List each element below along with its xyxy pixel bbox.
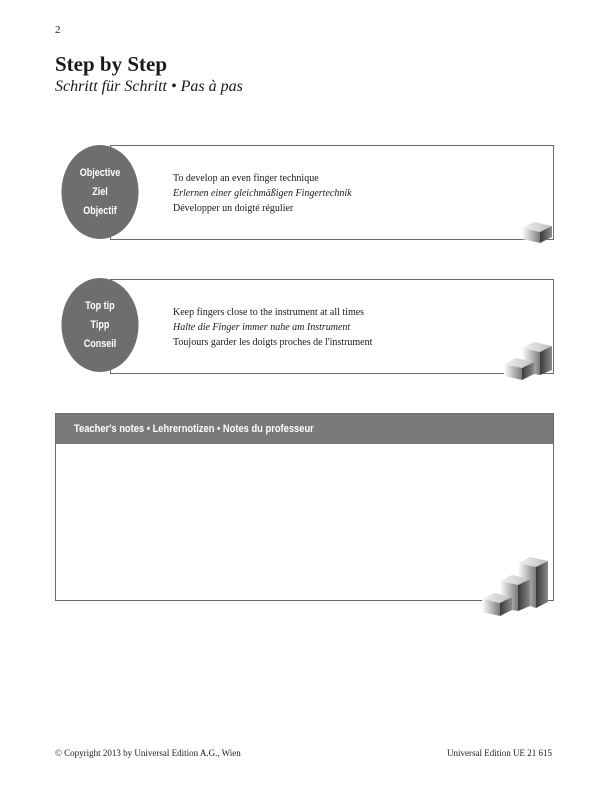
- top-tip-text-fr: Toujours garder les doigts proches de l'instrument: [173, 337, 373, 348]
- objective-box: [110, 145, 554, 240]
- top-tip-text: [173, 305, 372, 350]
- top-tip-box: [110, 279, 554, 374]
- stairs-two-steps-icon: [502, 340, 554, 382]
- page-title: Step by Step: [55, 52, 168, 76]
- top-tip-label-en: Top tip: [85, 299, 115, 312]
- objective-badge: [61, 145, 138, 239]
- copyright-notice: © Copyright 2013 by Universal Edition A.G., Wien: [55, 748, 241, 758]
- top-tip-label-fr: Conseil: [83, 337, 117, 350]
- stairs-three-steps-icon: [480, 553, 552, 619]
- stairs-one-step-icon: [520, 218, 554, 244]
- top-tip-label-de: Tipp: [90, 318, 110, 331]
- page-subtitle: Schritt für Schritt • Pas à pas: [55, 78, 243, 95]
- top-tip-badge: [61, 278, 138, 372]
- objective-label-en: Objective: [79, 166, 121, 179]
- top-tip-text-de: Halte die Finger immer nahe am Instrument: [173, 322, 351, 333]
- objective-text-en: To develop an even finger technique: [173, 173, 319, 184]
- edition-number: Universal Edition UE 21 615: [447, 748, 552, 758]
- teacher-notes-header: [56, 414, 553, 444]
- objective-label-fr: Objectif: [83, 204, 117, 217]
- objective-text: [173, 171, 352, 216]
- page-number: 2: [55, 24, 61, 36]
- objective-label-de: Ziel: [92, 185, 108, 198]
- objective-text-de: Erlernen einer gleichmäßigen Fingertechnik: [173, 188, 352, 199]
- objective-text-fr: Développer un doigté régulier: [173, 203, 294, 214]
- teacher-notes-header-text: Teacher's notes • Lehrernotizen • Notes du professeur: [74, 423, 314, 435]
- top-tip-text-en: Keep fingers close to the instrument at all times: [173, 307, 365, 318]
